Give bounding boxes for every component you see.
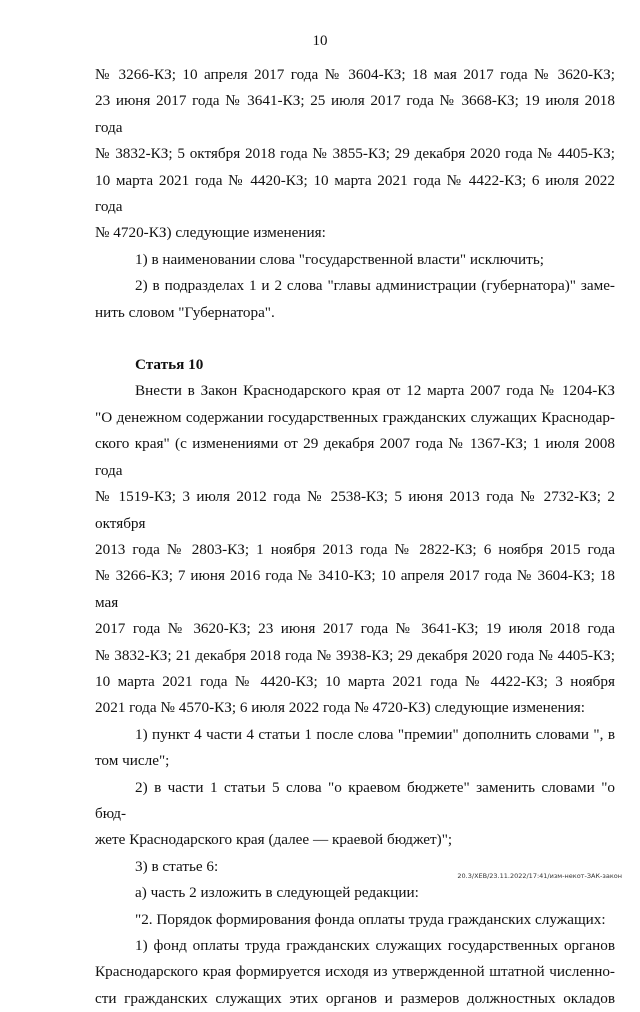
document-body	[95, 62, 615, 1012]
text-line: 23 июня 2017 года № 3641-КЗ; 25 июля 2017 года № 3668-КЗ; 19 июля 2018 года	[95, 92, 615, 136]
text-line: № 3266-КЗ; 10 апреля 2017 года № 3604-КЗ; 18 мая 2017 года № 3620-КЗ;	[95, 66, 615, 83]
text-line: жете Краснодарского края (далее — краевой бюджет)";	[95, 831, 453, 849]
text-line: 1) фонд оплаты труда гражданских служащих государственных органов	[135, 937, 615, 954]
text-line: 1) пункт 4 части 4 статьи 1 после слова "премии" дополнить словами ", в	[135, 725, 615, 743]
text-line: 2017 года № 3620-КЗ; 23 июня 2017 года № 3641-КЗ; 19 июля 2018 года	[95, 620, 615, 638]
text-line: 3) в статье 6:	[135, 857, 219, 875]
page-number: 10	[312, 33, 328, 49]
article-heading: Статья 10	[135, 356, 204, 374]
text-line: "2. Порядок формирования фонда оплаты труда гражданских служащих:	[135, 910, 606, 928]
text-line: "О денежном содержании государственных гражданских служащих Краснодар-	[95, 408, 615, 426]
text-line: 10 марта 2021 года № 4420-КЗ; 10 марта 2021 года № 4422-КЗ; 3 ноября	[95, 672, 615, 690]
text-line: 2) в части 1 статьи 5 слова "о краевом бюджете" заменить словами "о бюд-	[95, 778, 615, 822]
text-line: Внести в Закон Краснодарского края от 12 марта 2007 года № 1204-КЗ	[135, 382, 615, 400]
text-line: 2) в подразделах 1 и 2 слова "главы администрации (губернатора)" заме-	[135, 277, 615, 295]
document-footer-code: 20.3/ХЕВ/23.11.2022/17:41/изм-некот-ЗАК-закон	[457, 872, 622, 880]
text-line: № 1519-КЗ; 3 июля 2012 года № 2538-КЗ; 5 июня 2013 года № 2732-КЗ; 2 октября	[95, 488, 615, 532]
text-line: 2021 года № 4570-КЗ; 6 июля 2022 года № 4720-КЗ) следующие изменения:	[95, 699, 586, 717]
text-line: сти гражданских служащих этих органов и размеров должностных окладов	[95, 989, 615, 1007]
text-line: № 3832-КЗ; 21 декабря 2018 года № 3938-КЗ; 29 декабря 2020 года № 4405-КЗ;	[95, 646, 615, 664]
text-line: 10 марта 2021 года № 4420-КЗ; 10 марта 2021 года № 4422-КЗ; 6 июля 2022 года	[95, 171, 615, 216]
text-line: Краснодарского края формируется исходя из утвержденной штатной численно-	[95, 963, 615, 981]
text-line: № 3832-КЗ; 5 октября 2018 года № 3855-КЗ; 29 декабря 2020 года № 4405-КЗ;	[95, 145, 615, 163]
text-line: том числе";	[95, 752, 170, 770]
text-line: а) часть 2 изложить в следующей редакции:	[135, 884, 419, 902]
text-line: № 4720-КЗ) следующие изменения:	[95, 224, 326, 242]
text-line: № 3266-КЗ; 7 июня 2016 года № 3410-КЗ; 10 апреля 2017 года № 3604-КЗ; 18 мая	[95, 567, 615, 611]
text-line: ского края" (с изменениями от 29 декабря 2007 года № 1367-КЗ; 1 июля 2008 года	[95, 435, 615, 479]
text-line: нить словом "Губернатора".	[95, 303, 275, 321]
text-line: 1) в наименовании слова "государственной власти" исключить;	[135, 250, 544, 268]
text-line: 2013 года № 2803-КЗ; 1 ноября 2013 года № 2822-КЗ; 6 ноября 2015 года	[95, 540, 615, 558]
